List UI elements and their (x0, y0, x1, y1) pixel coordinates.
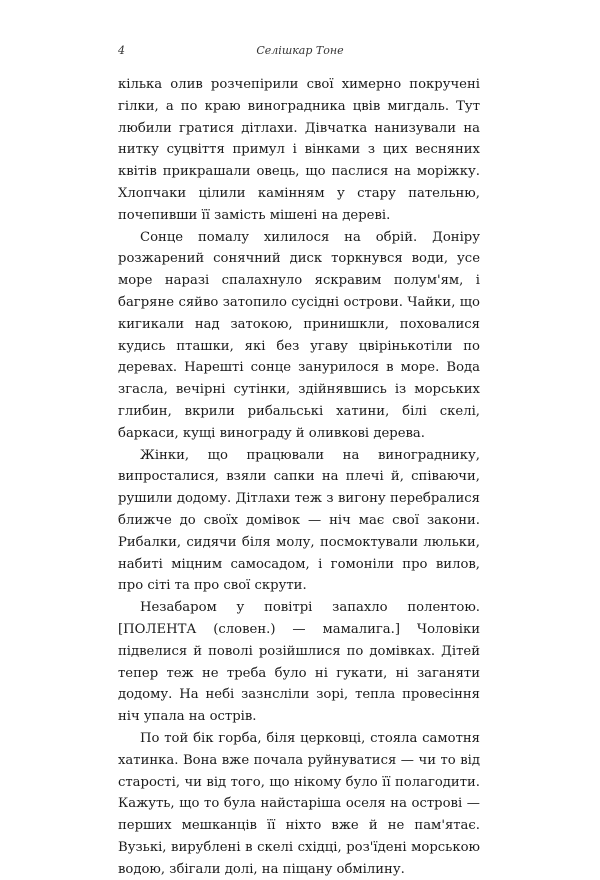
paragraph: По той бік горба, біля церковці, стояла самотня хатинка. Вона вже почала руйнуватися — чи то від старості, чи від того, що нікому було її полагодити. Кажуть, що то була найстаріша оселя на острові — перших мешканців її ніхто вже й не пам'ятає. Вузькі, вирублені в скелі східці, роз'їдені морською водою, збігали долі, на піщану обмілину. (118, 730, 480, 877)
paragraph: Жінки, що працювали на винограднику, випросталися, взяли сапки на плечі й, співаючи, рушили додому. Дітлахи теж з вигону перебралися ближче до своїх домівок — ніч має свої закони. Рибалки, сидячи біля молу, посмоктували люльки, набиті міцним самосадом, і гомоніли про вилов, про сіті та про свої скрути. (118, 447, 480, 594)
paragraph: Сонце помалу хилилося на обрій. Доніру розжарений сонячний диск торкнувся води, усе море наразі спалахнуло яскравим полум'ям, і багряне сяйво затопило сусідні острови. Чайки, що кигикали над затокою, принишкли, поховалися кудись пташки, які без угаву цвірінькотіли по деревах. Нарешті сонце занурилося в море. Вода згасла, вечірні сутінки, здійнявшись із морських глибин, вкрили рибальські хатини, білі скелі, баркаси, кущі винограду й оливкові дерева. (118, 229, 480, 441)
page-header (118, 44, 482, 60)
paragraph: кілька олив розчепірили свої химерно покручені гілки, а по краю виноградника цвів мигдаль. Тут любили гратися дітлахи. Дівчатка нанизували на нитку суцвіття примул і вінками з цих весняних квітів прикрашали овець, що паслися на моріжку. Хлопчаки цілили камінням у стару пательню, почепивши її замість мішені на дереві. (118, 77, 480, 223)
paragraph: Незабаром у повітрі запахло полентою.[ПОЛЕНТА (словен.) — мамалига.] Чоловіки підвелися й поволі розійшлися по домівках. Дітей тепер теж не треба було ні гукати, ні заганяти додому. На небі зазнсліли зорі, тепла провесіння ніч упала на острів. (118, 600, 480, 725)
page-number: 4 (118, 44, 125, 57)
running-title: Селішкар Тоне (256, 44, 344, 57)
body-text (118, 74, 480, 880)
